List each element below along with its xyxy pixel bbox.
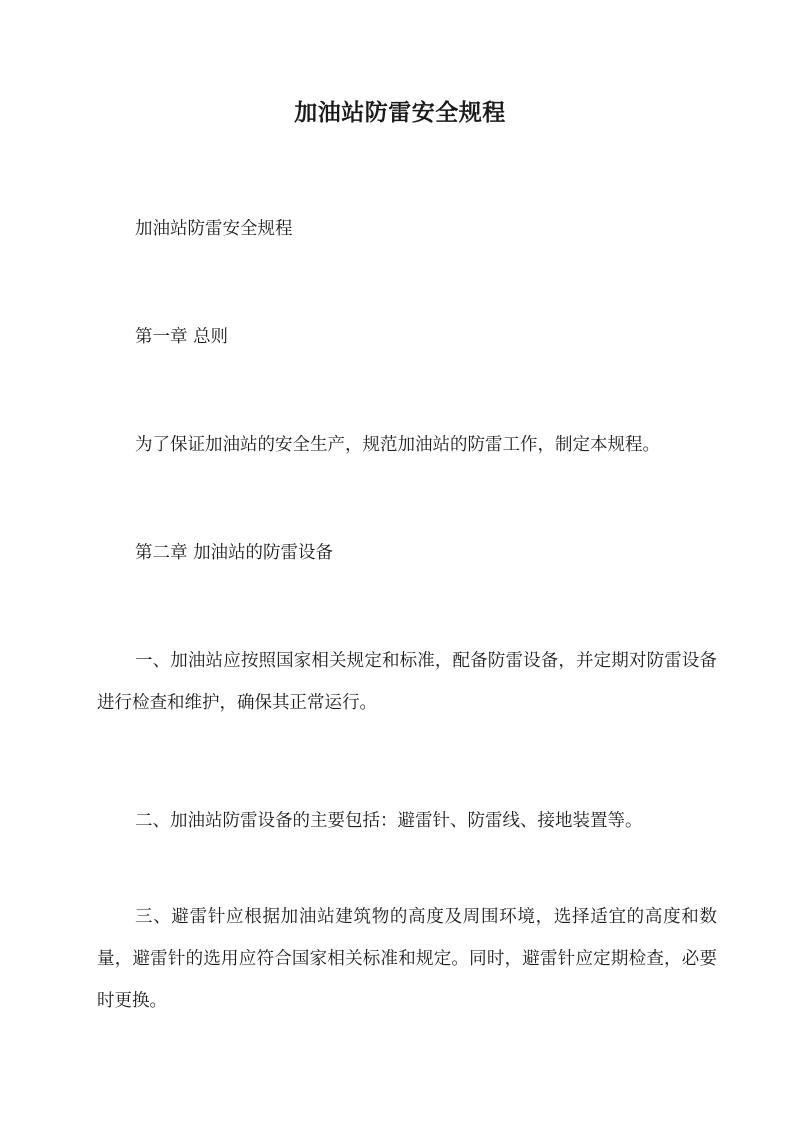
- paragraph-chapter-2-heading: 第二章 加油站的防雷设备: [135, 543, 334, 563]
- paragraph-subtitle: 加油站防雷安全规程: [135, 219, 293, 239]
- paragraph-item-2: 二、加油站防雷设备的主要包括：避雷针、防雷线、接地装置等。: [135, 811, 643, 831]
- paragraph-chapter-1-heading: 第一章 总则: [135, 327, 229, 347]
- paragraph-purpose: 为了保证加油站的安全生产，规范加油站的防雷工作，制定本规程。: [135, 435, 660, 455]
- paragraph-item-1: 一、加油站应按照国家相关规定和标准，配备防雷设备，并定期对防雷设备进行检查和维护，确保其正常运行。: [97, 651, 717, 713]
- paragraph-item-3: 三、避雷针应根据加油站建筑物的高度及周围环境，选择适宜的高度和数量，避雷针的选用应符合国家相关标准和规定。同时，避雷针应定期检查，必要时更换。: [97, 907, 717, 1011]
- document-title: 加油站防雷安全规程: [294, 99, 506, 126]
